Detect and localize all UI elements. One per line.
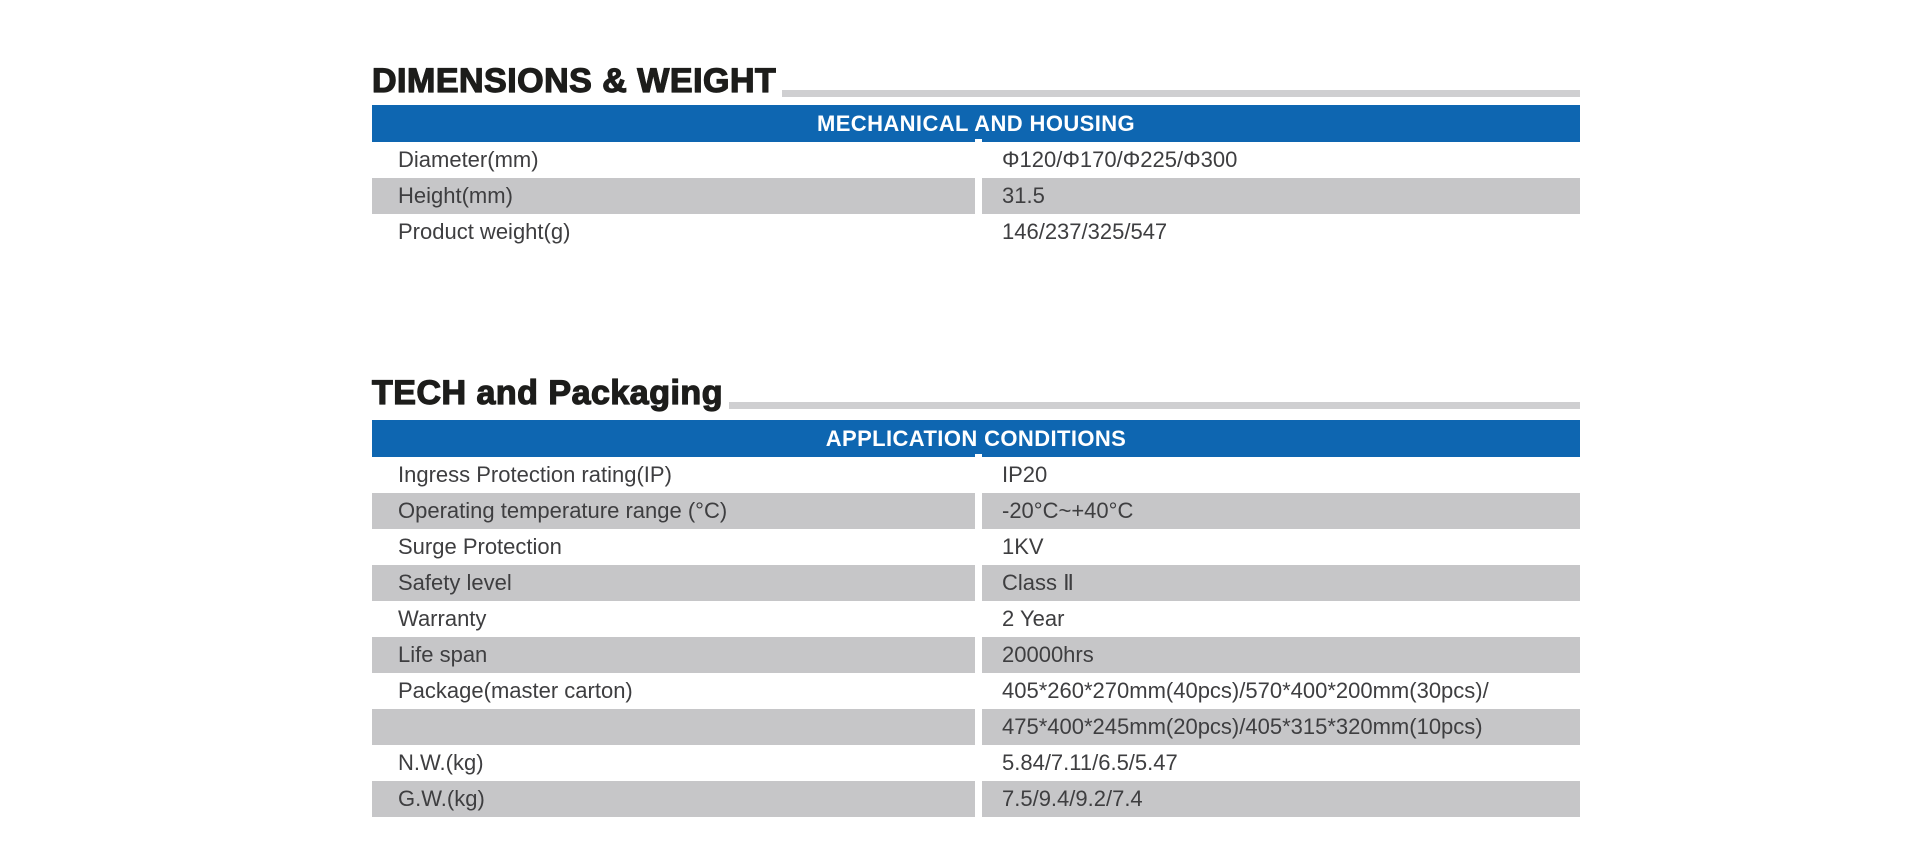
title-underline-bar [782,90,1580,97]
column-divider [975,637,982,673]
column-divider [975,493,982,529]
column-divider [975,745,982,781]
table-row [372,214,1580,250]
section-title: TECH and Packaging [372,374,723,412]
table-row [372,781,1580,817]
section-title: DIMENSIONS & WEIGHT [372,62,777,100]
table-row [372,529,1580,565]
spec-value: Class Ⅱ [982,565,1580,601]
table-header-label: APPLICATION CONDITIONS [825,425,1127,451]
table-row [372,493,1580,529]
spec-value: IP20 [982,457,1580,493]
spec-value: 475*400*245mm(20pcs)/405*315*320mm(10pcs) [982,709,1580,745]
column-divider [975,565,982,601]
table-row [372,565,1580,601]
column-divider [975,529,982,565]
spec-value: 5.84/7.11/6.5/5.47 [982,745,1580,781]
table-row [372,637,1580,673]
column-divider [975,142,982,178]
table-row [372,673,1580,709]
section-title-row [372,372,1580,410]
table-row [372,745,1580,781]
spec-label: Diameter(mm) [372,142,975,178]
table-header [372,105,1580,142]
table-row [372,142,1580,178]
mechanical-housing-table [372,105,1580,250]
spec-value: Φ120/Φ170/Φ225/Φ300 [982,142,1580,178]
spec-value: 2 Year [982,601,1580,637]
spec-value: 1KV [982,529,1580,565]
spec-label: Package(master carton) [372,673,975,709]
spec-value: 7.5/9.4/9.2/7.4 [982,781,1580,817]
table-row [372,601,1580,637]
spec-label: Height(mm) [372,178,975,214]
spec-label: N.W.(kg) [372,745,975,781]
spec-value: 146/237/325/547 [982,214,1580,250]
spec-label: Product weight(g) [372,214,975,250]
application-conditions-table [372,420,1580,817]
spec-label: Life span [372,637,975,673]
spec-label [372,709,975,745]
table-header [372,420,1580,457]
column-divider [975,781,982,817]
spec-label: Operating temperature range (°C) [372,493,975,529]
spec-value: 20000hrs [982,637,1580,673]
table-row [372,709,1580,745]
section-title-row [372,62,1580,98]
spec-value: 31.5 [982,178,1580,214]
spec-value: 405*260*270mm(40pcs)/570*400*200mm(30pcs)/ [982,673,1580,709]
spec-label: Safety level [372,565,975,601]
header-divider-notch [975,454,982,457]
column-divider [975,673,982,709]
table-header-label: MECHANICAL AND HOUSING [816,110,1136,136]
title-underline-bar [729,402,1580,409]
header-divider-notch [975,139,982,142]
column-divider [975,709,982,745]
spec-label: Surge Protection [372,529,975,565]
spec-label: Ingress Protection rating(IP) [372,457,975,493]
spec-label: Warranty [372,601,975,637]
section-dimensions-weight [372,62,1580,250]
spec-label: G.W.(kg) [372,781,975,817]
spec-value: -20°C~+40°C [982,493,1580,529]
table-row [372,178,1580,214]
column-divider [975,214,982,250]
column-divider [975,601,982,637]
column-divider [975,178,982,214]
section-tech-packaging [372,372,1580,817]
table-row [372,457,1580,493]
column-divider [975,457,982,493]
